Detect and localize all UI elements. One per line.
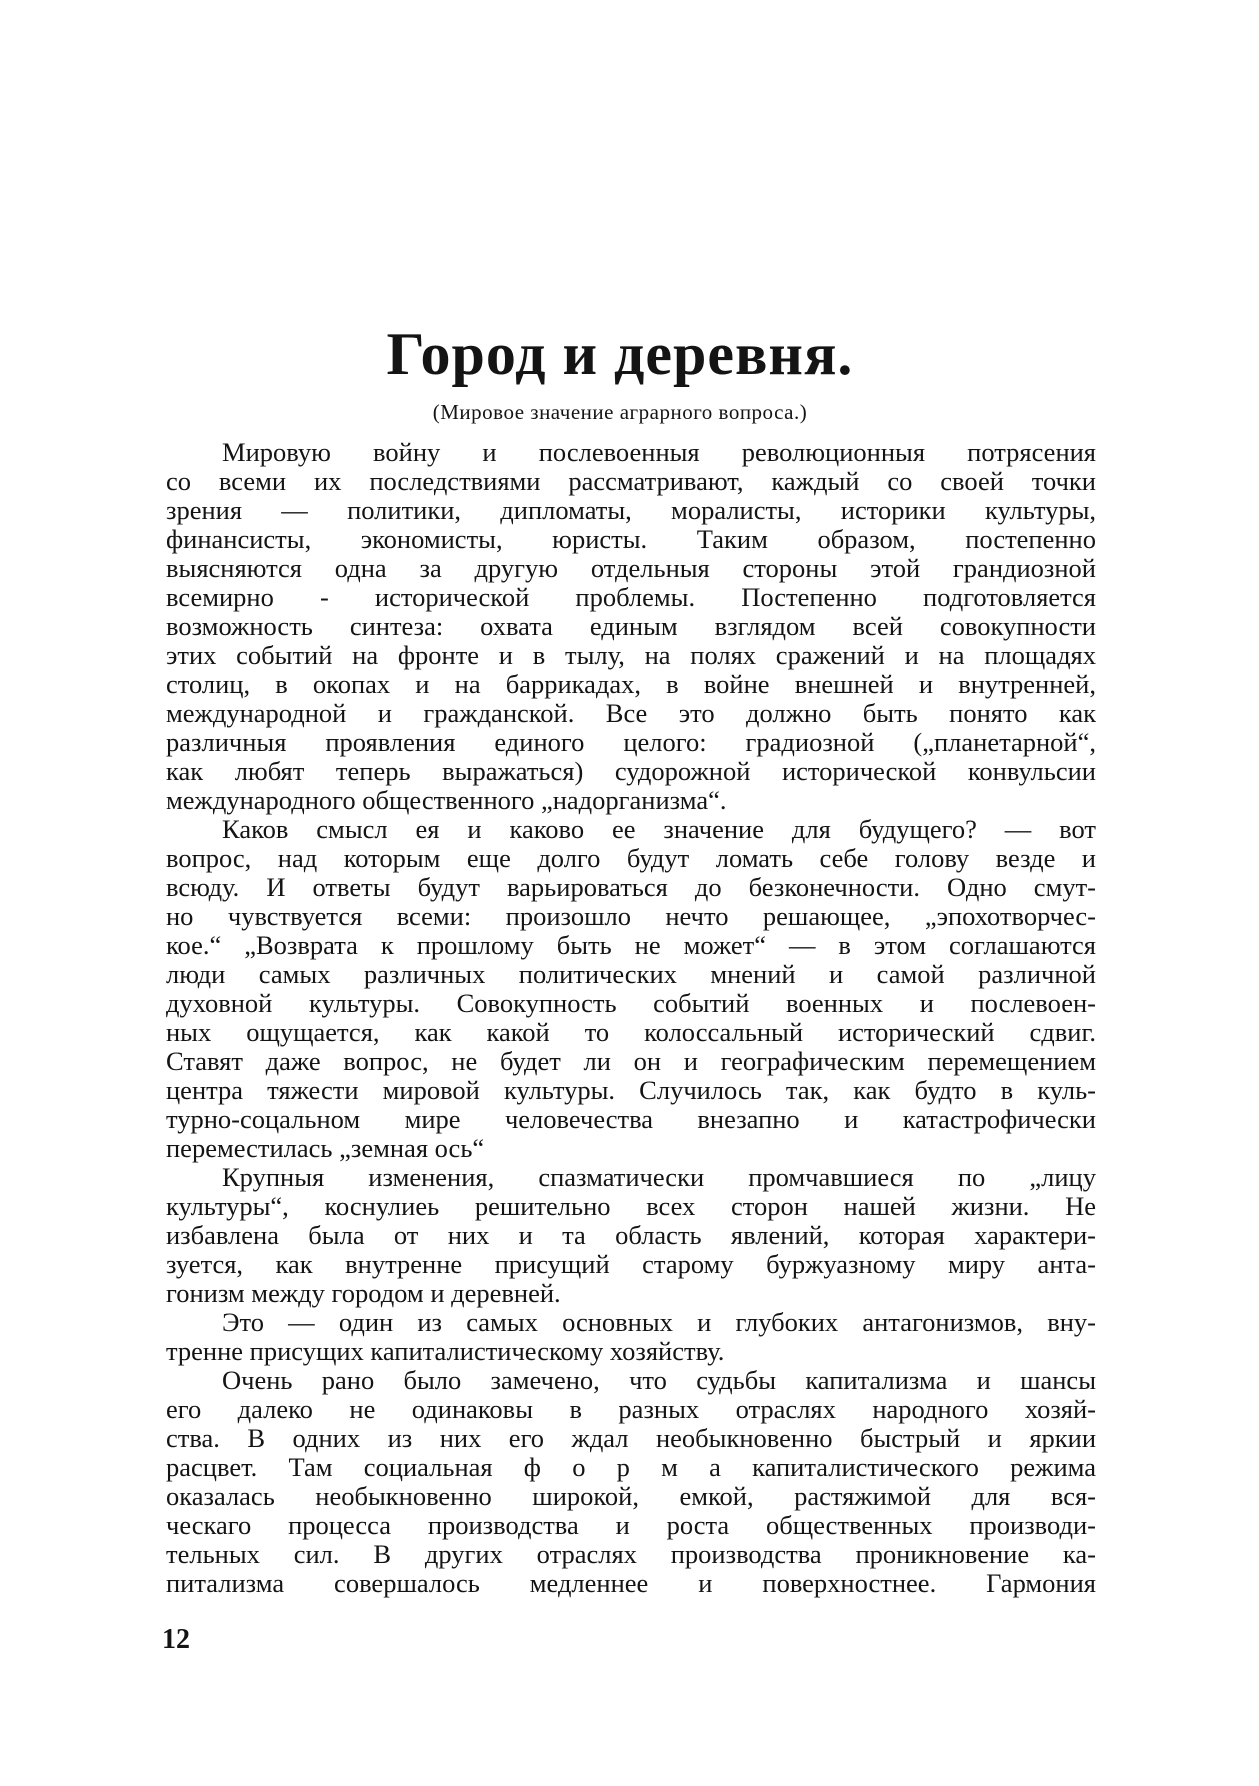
text-line: духовной культуры. Совокупность событий военных и послевоен- bbox=[166, 989, 1096, 1018]
text-line: турно-соцальном мире человечества внезапно и катастрофически bbox=[166, 1105, 1096, 1134]
text-line: центра тяжести мировой культуры. Случилось так, как будто в куль- bbox=[166, 1076, 1096, 1105]
text-line: Каков смысл ея и каково ее значение для будущего? — вот bbox=[222, 815, 1096, 844]
text-line: возможность синтеза: охвата единым взглядом всей совокупности bbox=[166, 612, 1096, 641]
page-title: Город и деревня. bbox=[386, 321, 854, 387]
text-line: Крупныя изменения, спазматически промчавшиеся по „лицу bbox=[222, 1163, 1096, 1192]
text-line: расцвет. Там социальная ф о р м а капиталистического режима bbox=[166, 1453, 1096, 1482]
text-line: оказалась необыкновенно широкой, емкой, растяжимой для вся- bbox=[166, 1482, 1096, 1511]
text-line: кое.“ „Возврата к прошлому быть не может“ — в этом соглашаются bbox=[166, 931, 1096, 960]
text-line: зуется, как внутренне присущий старому буржуазному миру анта- bbox=[166, 1250, 1096, 1279]
text-line: избавлена была от них и та область явлений, которая характери- bbox=[166, 1221, 1096, 1250]
page-subtitle: (Мировое значение аграрного вопроса.) bbox=[432, 400, 808, 424]
text-line: ческаго процесса производства и роста общественных производи- bbox=[166, 1511, 1096, 1540]
text-line: питализма совершалось медленнее и поверхностнее. Гармония bbox=[166, 1569, 1096, 1598]
text-line: зрения — политики, дипломаты, моралисты, историки культуры, bbox=[166, 496, 1096, 525]
text-line: всюду. И ответы будут варьироваться до безконечности. Одно смут- bbox=[166, 873, 1096, 902]
text-line: ства. В одних из них его ждал необыкновенно быстрый и яркии bbox=[166, 1424, 1096, 1453]
text-line: финансисты, экономисты, юристы. Таким образом, постепенно bbox=[166, 525, 1096, 554]
text-line: всемирно - исторической проблемы. Постепенно подготовляется bbox=[166, 583, 1096, 612]
text-line: как любят теперь выражаться) судорожной исторической конвульсии bbox=[166, 757, 1096, 786]
text-line: со всеми их последствиями рассматривают, каждый со своей точки bbox=[166, 467, 1096, 496]
text-line: Это — один из самых основных и глубоких антагонизмов, вну- bbox=[222, 1308, 1096, 1337]
page-number: 12 bbox=[162, 1624, 190, 1655]
text-line: столиц, в окопах и на баррикадах, в войне внешней и внутренней, bbox=[166, 670, 1096, 699]
text-line: ных ощущается, как какой то колоссальный исторический сдвиг. bbox=[166, 1018, 1096, 1047]
text-line: этих событий на фронте и в тылу, на полях сражений и на площадях bbox=[166, 641, 1096, 670]
text-line: Ставят даже вопрос, не будет ли он и географическим перемещением bbox=[166, 1047, 1096, 1076]
text-line: гонизм между городом и деревней. bbox=[166, 1279, 561, 1308]
text-line: вопрос, над которым еще долго будут ломать себе голову везде и bbox=[166, 844, 1096, 873]
text-line: люди самых различных политических мнений и самой различной bbox=[166, 960, 1096, 989]
text-line: различныя проявления единого целого: градиозной („планетарной“, bbox=[166, 728, 1096, 757]
text-line: Мировую войну и послевоенныя революционныя потрясения bbox=[222, 438, 1096, 467]
text-line: тельных сил. В других отраслях производства проникновение ка- bbox=[166, 1540, 1096, 1569]
body-text bbox=[166, 438, 1096, 1598]
text-line: переместилась „земная ось“ bbox=[166, 1134, 485, 1163]
text-line: культуры“, коснулиеь решительно всех сторон нашей жизни. Не bbox=[166, 1192, 1096, 1221]
text-line: Очень рано было замечено, что судьбы капитализма и шансы bbox=[222, 1366, 1096, 1395]
text-line: международной и гражданской. Все это должно быть понято как bbox=[166, 699, 1096, 728]
text-line: его далеко не одинаковы в разных отраслях народного хозяй- bbox=[166, 1395, 1096, 1424]
text-line: тренне присущих капиталистическому хозяйству. bbox=[166, 1337, 725, 1366]
text-line: выясняются одна за другую отдельныя стороны этой грандиозной bbox=[166, 554, 1096, 583]
text-line: международного общественного „надорганизма“. bbox=[166, 786, 727, 815]
text-line: но чувствуется всеми: произошло нечто решающее, „эпохотворчес- bbox=[166, 902, 1096, 931]
